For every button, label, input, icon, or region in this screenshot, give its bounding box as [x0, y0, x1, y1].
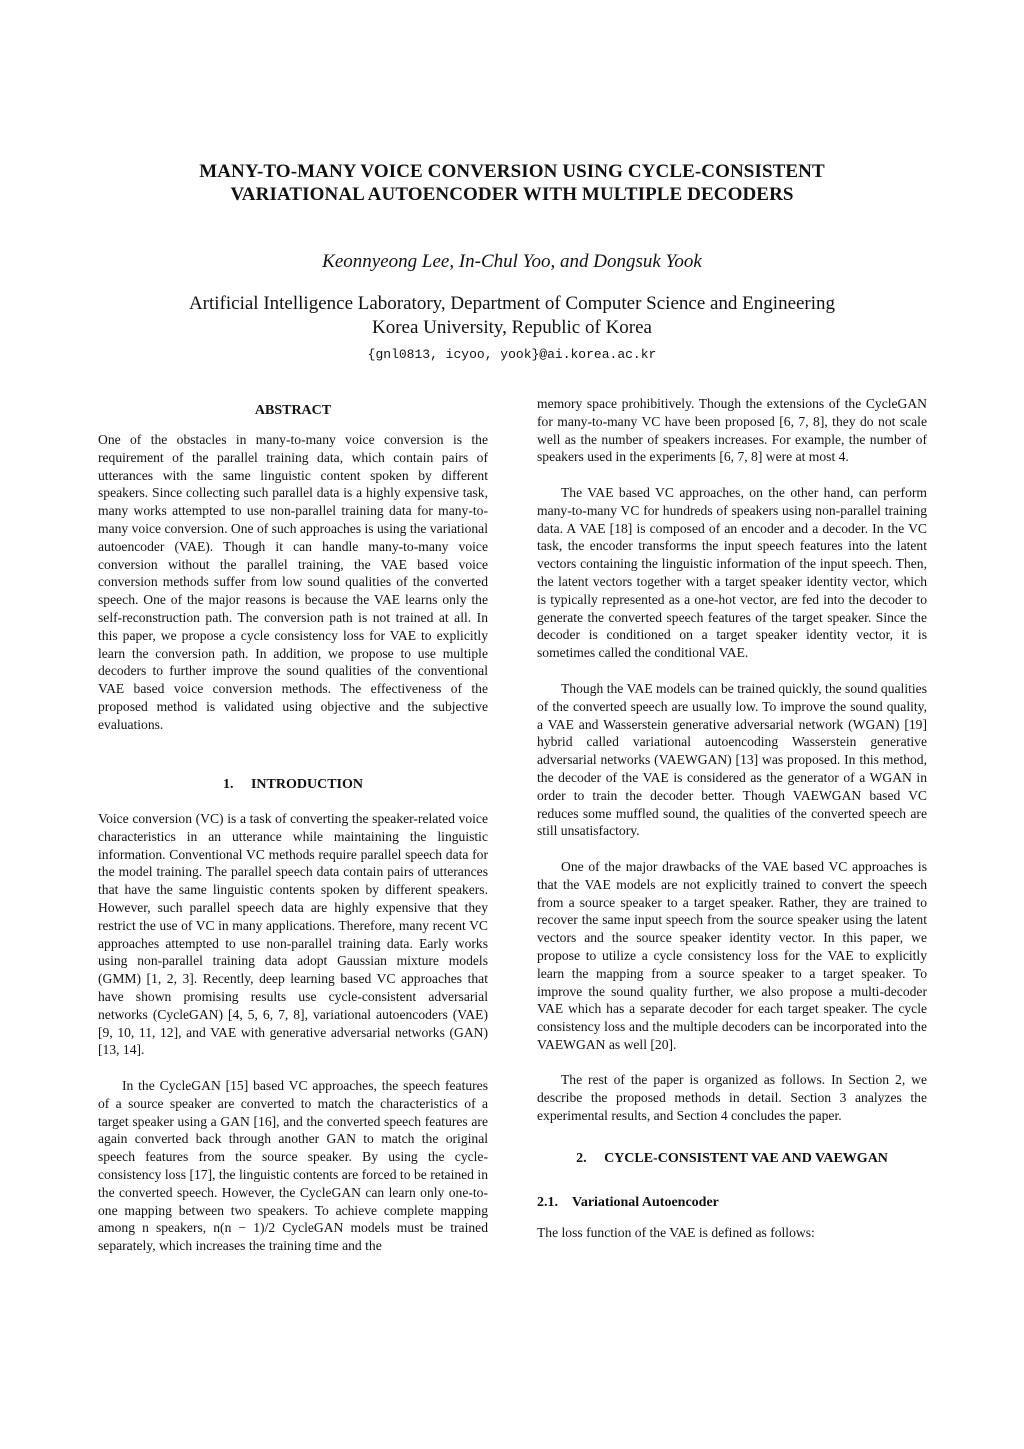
author-list: Keonnyeong Lee, In-Chul Yoo, and Dongsuk Yook: [322, 251, 702, 272]
intro-paragraph-6: One of the major drawbacks of the VAE based VC approaches is that the VAE models are not explicitly trained to convert the speech from a source speaker to a target speaker. Rather, they are trained to recover the same input speech from the source speaker using the latent vectors and the source speaker identity vector. In this paper, we propose to utilize a cycle consistency loss for the VAE to explicitly learn the mapping from a source speaker to a target speaker. To improve the sound quality further, we also propose a multi-decoder VAE which has a separate decoder for each target speaker. The cycle consistency loss and the multiple decoders can be incorporated into the VAEWGAN as well [20].: [537, 859, 927, 1052]
section-2-heading: 2. CYCLE-CONSISTENT VAE AND VAEWGAN: [576, 1151, 888, 1166]
paper-title: MANY-TO-MANY VOICE CONVERSION USING CYCLE-CONSISTENT VARIATIONAL AUTOENCODER WITH MULTIPLE DECODERS: [199, 161, 825, 205]
intro-paragraph-7: The rest of the paper is organized as follows. In Section 2, we describe the proposed methods in detail. Section 3 analyzes the experimental results, and Section 4 concludes the paper.: [537, 1072, 927, 1123]
intro-paragraph-2: In the CycleGAN [15] based VC approaches, the speech features of a source speaker are converted to match the characteristics of a target speaker using a GAN [16], and the converted speech features are again converted back through another GAN to match the original speech features from the source speaker. By using the cycle-consistency loss [17], the linguistic contents are forced to be retained in the converted speech. However, the CycleGAN can learn only one-to-one mapping between two speakers. To achieve complete mapping among n speakers, n(n − 1)/2 CycleGAN models must be trained separately, which increases the training time and the: [98, 1078, 488, 1254]
introduction-heading: 1. INTRODUCTION: [222, 777, 363, 792]
abstract-heading: ABSTRACT: [254, 403, 332, 418]
author-email: {gnl0813, icyoo, yook}@ai.korea.ac.kr: [367, 347, 657, 362]
intro-paragraph-5: Though the VAE models can be trained quickly, the sound qualities of the converted speech are usually low. To improve the sound quality, a VAE and Wasserstein generative adversarial network (WGAN) [19] hybrid called variational autoencoding Wasserstein generative adversarial networks (VAEWGAN) [13] was proposed. In this method, the decoder of the VAE is considered as the generator of a WGAN in order to train the decoder better. Though VAEWGAN based VC reduces some muffled sound, the qualities of the converted speech are still unsatisfactory.: [537, 681, 927, 839]
affiliation-line-2: Korea University, Republic of Korea: [372, 317, 652, 338]
affiliation: [100, 292, 924, 340]
intro-paragraph-4: The VAE based VC approaches, on the other hand, can perform many-to-many VC for hundreds of speakers using non-parallel training data. A VAE [18] is composed of an encoder and a decoder. In the VC task, the encoder transforms the input speech features into the latent vectors containing the linguistic information of the input speech. Then, the latent vectors together with a target speaker identity vector, which is typically represented as a one-hot vector, are fed into the decoder to generate the converted speech features of the target speaker. Since the decoder is conditioned on a target speaker identity vector, it is sometimes called the conditional VAE.: [537, 485, 927, 661]
subsection-2-1-heading: 2.1. Variational Autoencoder: [537, 1195, 719, 1210]
section-2-1-text: The loss function of the VAE is defined as follows:: [537, 1225, 815, 1240]
affiliation-line-1: Artificial Intelligence Laboratory, Department of Computer Science and Engineering: [188, 293, 836, 314]
abstract-text: One of the obstacles in many-to-many voice conversion is the requirement of the parallel training data, which contain pairs of utterances with the same linguistic content spoken by different speakers. Since collecting such parallel data is a highly expensive task, many works attempted to use non-parallel training data for many-to-many voice conversion. One of such approaches is using the variational autoencoder (VAE). Though it can handle many-to-many voice conversion without the parallel training, the VAE based voice conversion methods suffer from low sound qualities of the converted speech. One of the major reasons is because the VAE learns only the self-reconstruction path. The conversion path is not trained at all. In this paper, we propose a cycle consistency loss for VAE to explicitly learn the conversion path. In addition, we propose to use multiple decoders to further improve the sound qualities of the conventional VAE based voice conversion methods. The effectiveness of the proposed method is validated using objective and the subjective evaluations.: [98, 432, 488, 732]
intro-paragraph-1: Voice conversion (VC) is a task of converting the speaker-related voice characteristics in an utterance while maintaining the linguistic information. Conventional VC methods require parallel speech data for the model training. The parallel speech data contain pairs of utterances that have the same linguistic contents spoken by different speakers. However, such parallel speech data are highly expensive that they restrict the use of VC in many applications. Therefore, many recent VC approaches attempted to use non-parallel training data. Early works using non-parallel training data adopt Gaussian mixture models (GMM) [1, 2, 3]. Recently, deep learning based VC approaches that have shown promising results use cycle-consistent adversarial networks (CycleGAN) [4, 5, 6, 7, 8], variational autoencoders (VAE) [9, 10, 11, 12], and VAE with generative adversarial networks (GAN) [13, 14].: [98, 811, 488, 1058]
intro-paragraph-3: memory space prohibitively. Though the extensions of the CycleGAN for many-to-many VC have been proposed [6, 7, 8], they do not scale well as the number of speakers increases. For example, the number of speakers used in the experiments [6, 7, 8] were at most 4.: [537, 396, 927, 465]
